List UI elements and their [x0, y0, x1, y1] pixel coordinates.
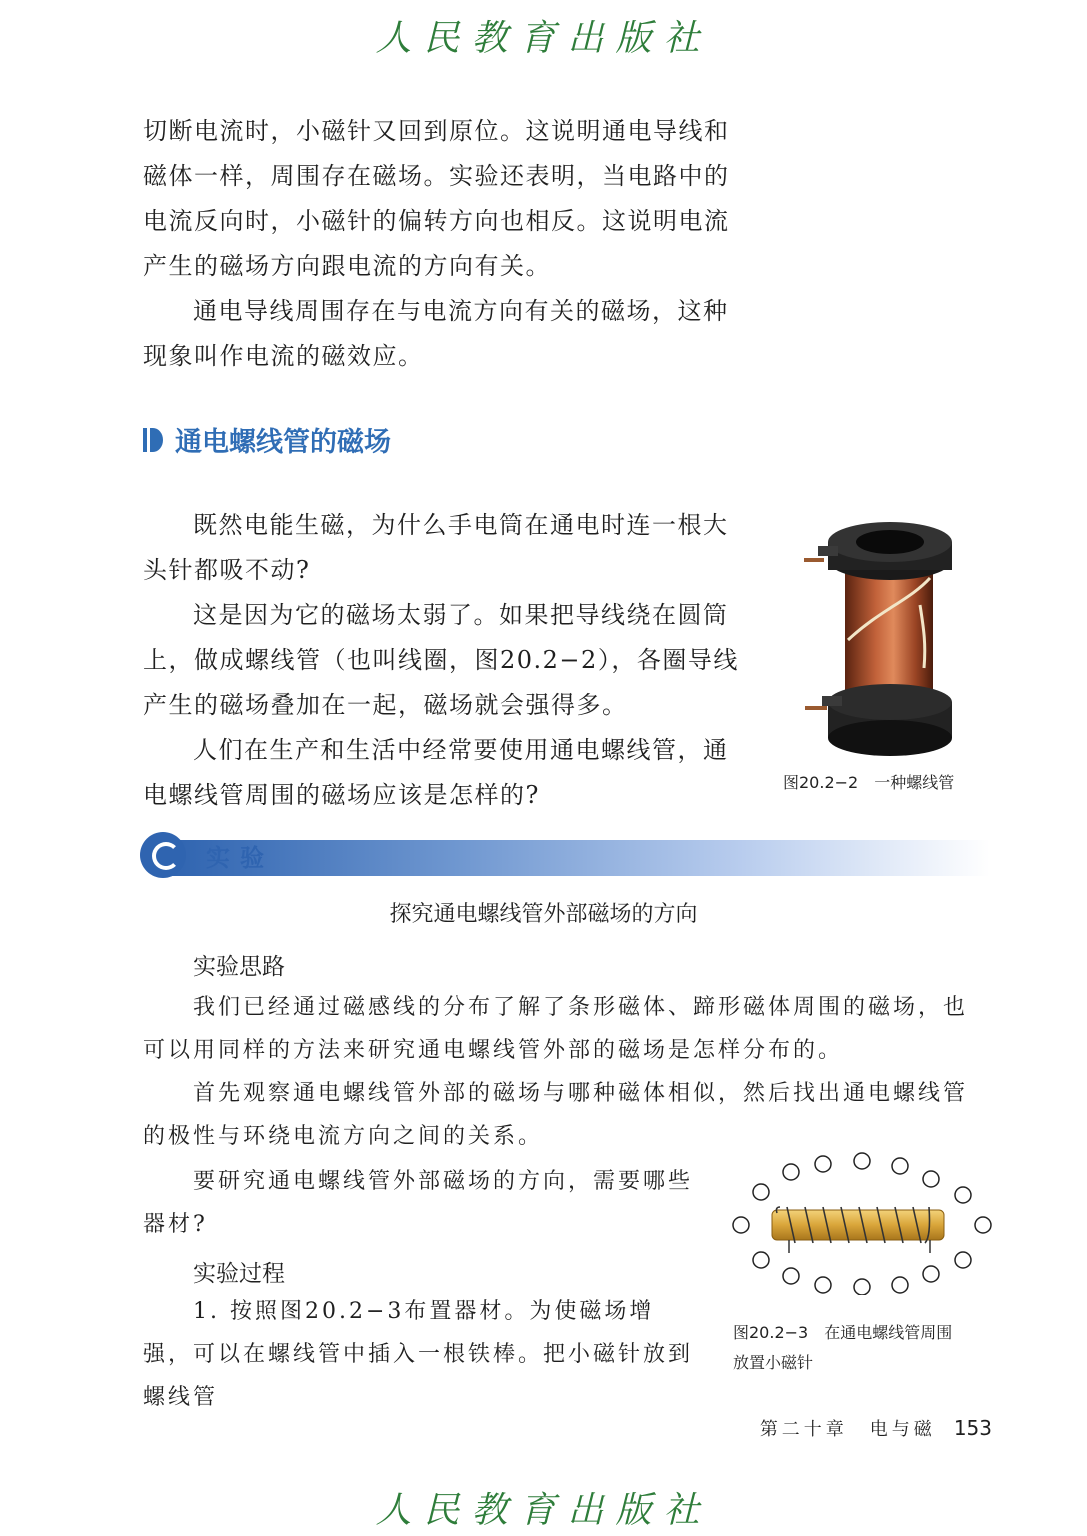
process-heading: 实验过程	[193, 1261, 285, 1287]
idea-paragraph-3: 要研究通电螺线管外部磁场的方向，需要哪些器材?	[143, 1169, 694, 1237]
idea-text	[143, 986, 991, 1158]
magnifier-icon	[140, 832, 186, 878]
intro-paragraph-2: 通电导线周围存在与电流方向有关的磁场，这种现象叫作电流的磁效应。	[143, 297, 729, 370]
publisher-watermark-top: 人民教育出版社	[375, 18, 712, 59]
experiment-title: 探究通电螺线管外部磁场的方向	[389, 902, 698, 927]
figure-2-caption	[733, 1318, 952, 1378]
chapter-label: 第二十章 电与磁	[759, 1419, 936, 1440]
section-marker-icon	[143, 426, 163, 454]
section-paragraph-2: 这是因为它的磁场太弱了。如果把导线绕在圆筒上，做成螺线管（也叫线圈，图20.2−2），各圈导线产生的磁场叠加在一起，磁场就会强得多。	[143, 601, 739, 719]
experiment-label: 实验	[206, 844, 274, 872]
idea-paragraph-2: 首先观察通电螺线管外部的磁场与哪种磁体相似，然后找出通电螺线管的极性与环绕电流方向之间的关系。	[143, 1081, 969, 1149]
intro-paragraph-1: 切断电流时，小磁针又回到原位。这说明通电导线和磁体一样，周围存在磁场。实验还表明，当电路中的电流反向时，小磁针的偏转方向也相反。这说明电流产生的磁场方向跟电流的方向有关。	[143, 117, 730, 280]
figure-2-caption-line-2: 放置小磁针	[733, 1353, 814, 1372]
page-number: 153	[953, 1416, 992, 1440]
section-text	[143, 503, 743, 818]
publisher-watermark-bottom: 人民教育出版社	[375, 1490, 712, 1531]
section-paragraph-3: 人们在生产和生活中经常要使用通电螺线管，通电螺线管周围的磁场应该是怎样的?	[143, 736, 729, 809]
solenoid-compass-diagram	[725, 1145, 1000, 1295]
section-paragraph-1: 既然电能生磁，为什么手电筒在通电时连一根大头针都吸不动?	[143, 511, 729, 584]
process-paragraph-1: 1. 按照图20.2−3布置器材。为使磁场增强，可以在螺线管中插入一根铁棒。把小磁针放到螺线管	[143, 1299, 694, 1410]
intro-text	[143, 109, 743, 379]
experiment-banner-band	[170, 840, 990, 876]
idea-paragraph-1: 我们已经通过磁感线的分布了解了条形磁体、蹄形磁体周围的磁场，也可以用同样的方法来研究通电螺线管外部的磁场是怎样分布的。	[143, 995, 969, 1063]
page-footer	[760, 1415, 992, 1441]
solenoid-photo	[800, 520, 960, 765]
process-text	[143, 1290, 703, 1419]
idea-heading: 实验思路	[193, 954, 285, 980]
figure-1-caption: 图20.2−2 一种螺线管	[783, 773, 955, 792]
section-title: 通电螺线管的磁场	[175, 427, 391, 458]
section-heading	[143, 420, 391, 459]
figure-2-caption-line-1: 图20.2−3 在通电螺线管周围	[733, 1323, 953, 1342]
experiment-banner	[140, 832, 990, 878]
idea-text-narrow	[143, 1160, 703, 1246]
